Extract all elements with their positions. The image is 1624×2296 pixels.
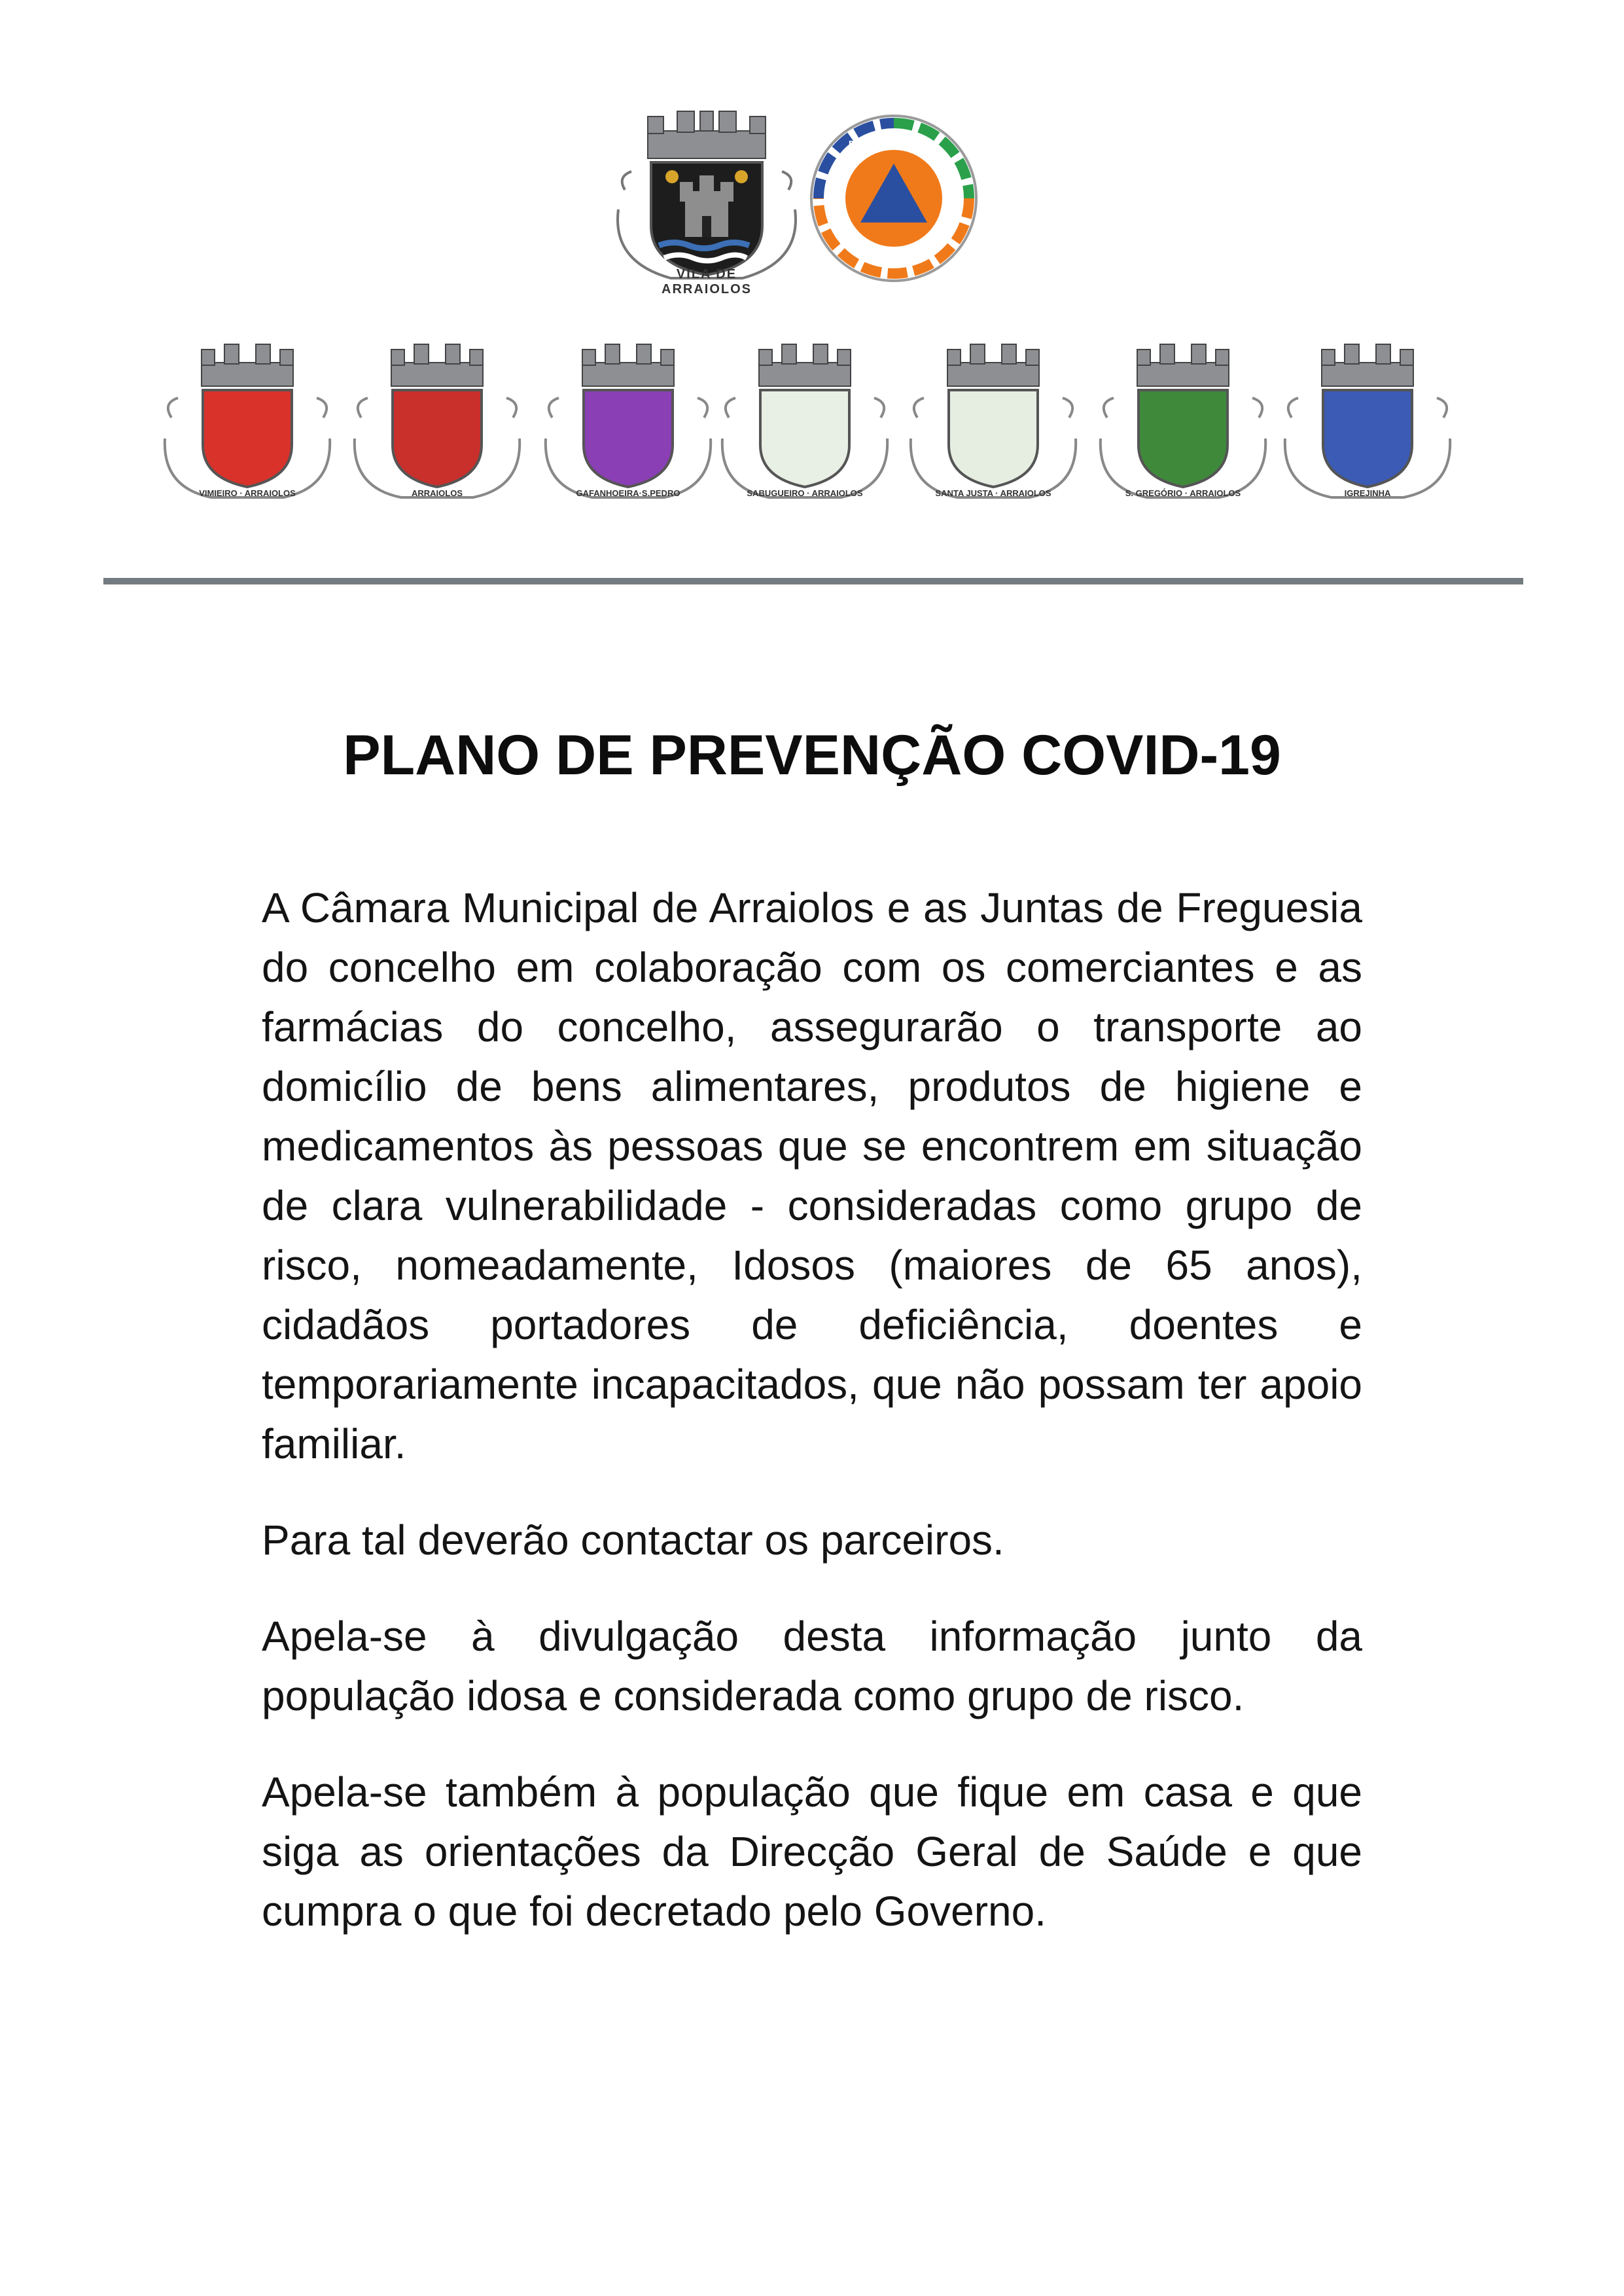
- paragraph-intro: A Câmara Municipal de Arraiolos e as Juntas de Freguesia do concelho em colaboração com os comerciantes e as farmácias do concelho, assegurarão o transporte ao domicílio de bens alimentares, produtos de higiene e medicamentos às pessoas que se encontrem em situação de clara vulnerabilidade - consideradas como grupo de risco, nomeadamente, Idosos (maiores de 65 anos), cidadãos portadores de deficiência, doentes e temporariamente incapacitados, que não possam ter apoio familiar.: [262, 884, 1362, 1467]
- parish-crest-label: VIMIEIRO · ARRAIOLOS: [199, 488, 296, 498]
- parish-crest: [1091, 340, 1275, 511]
- civil-protection-logo: [808, 113, 980, 284]
- parish-crest-label: SANTA JUSTA · ARRAIOLOS: [935, 488, 1051, 498]
- parish-crest-label: S. GREGÓRIO · ARRAIOLOS: [1125, 488, 1241, 498]
- parish-crest-label: GAFANHOEIRA·S.PEDRO: [576, 488, 680, 498]
- civil-protection-top-text: PROTECÇÃO CIVIL: [848, 139, 940, 150]
- parish-crest: [902, 340, 1085, 511]
- main-crest-motto: VILA DE ARRAIOLOS: [662, 267, 752, 296]
- parish-crest-label: IGREJINHA: [1344, 488, 1391, 498]
- document-body: [262, 878, 1362, 1978]
- arraiolos-municipal-crest: [612, 111, 802, 296]
- parish-crest: [713, 340, 896, 511]
- parish-crest: [1276, 340, 1459, 511]
- paragraph-appeal-divulgation: Apela-se à divulgação desta informação junto da população idosa e considerada como grupo de risco.: [262, 1613, 1362, 1719]
- parish-crest: [345, 340, 529, 511]
- parish-crest-label: SABUGUEIRO · ARRAIOLOS: [747, 488, 863, 498]
- header-divider: [103, 578, 1523, 584]
- paragraph-contact: Para tal deverão contactar os parceiros.: [262, 1516, 1004, 1564]
- civil-protection-bottom-text: ARRAIOLOS: [862, 249, 925, 260]
- parish-crest-label: ARRAIOLOS: [412, 488, 463, 498]
- document-title: PLANO DE PREVENÇÃO COVID-19: [343, 724, 1281, 787]
- parish-crest: [156, 340, 339, 511]
- parish-crest: [537, 340, 720, 511]
- paragraph-appeal-stay-home: Apela-se também à população que fique em casa e que siga as orientações da Direcção Geral de Saúde e que cumpra o que foi decretado pelo Governo.: [262, 1768, 1362, 1935]
